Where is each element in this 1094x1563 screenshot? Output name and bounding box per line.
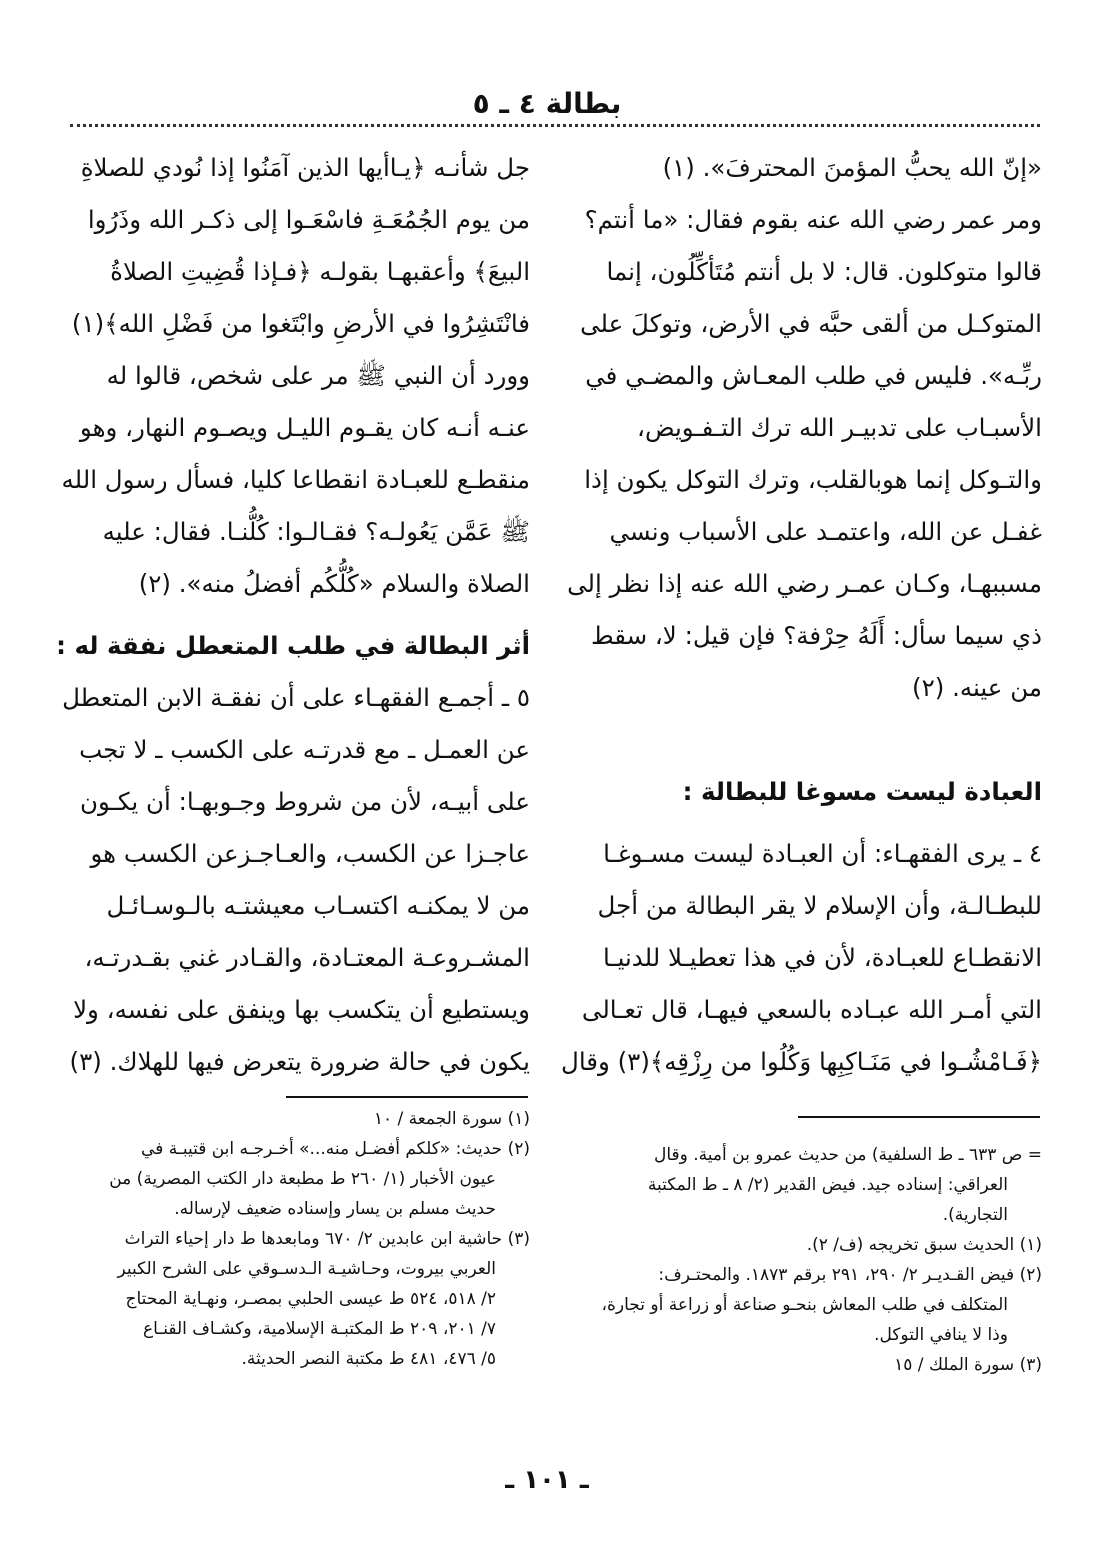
text-line: وورد أن النبي ﷺ مر على شخص، قالوا له (106, 361, 530, 390)
footnote-rule-left (286, 1096, 528, 1098)
footnotes-right (580, 1140, 1042, 1380)
text-line: من عينه. (٢) (912, 673, 1042, 702)
footnote-line: حديث مسلم بن يسار وإسناده ضعيف لإرساله. (174, 1199, 496, 1219)
footnote-line: (٣) حاشية ابن عابدين ٢/ ٦٧٠ ومابعدها ط دار إحياء التراث (124, 1229, 530, 1249)
section-heading-worship: العبادة ليست مسوغا للبطالة : (682, 777, 1042, 806)
text-line: البيعَ﴾ وأعقبهـا بقولـه ﴿فـإذا قُضِيتِ الصلاةُ (110, 257, 530, 286)
text-line: التي أمـر الله عبـاده بالسعي فيهـا، قال تعـالى (581, 995, 1042, 1024)
footnote-line: ٢/ ٥١٨، ٥٢٤ ط عيسى الحلبي بمصـر، ونهـاية المحتاج (125, 1289, 496, 1309)
footnote-line: المتكلف في طلب المعاش بنحـو صناعة أو زراعة أو تجارة، (601, 1295, 1008, 1315)
text-line: ٤ ـ يرى الفقهـاء: أن العبـادة ليست مسـوغـا (603, 839, 1042, 868)
text-line: على أبيـه، لأن من شروط وجـوبهـا: أن يكـون (80, 787, 530, 816)
footnote-line: (٣) سورة الملك / ١٥ (894, 1355, 1042, 1375)
left-text-column (56, 142, 530, 1088)
footnote-line: العربي بيروت، وحـاشيـة الـدسـوقي على الشرح الكبير (117, 1259, 496, 1279)
text-line: والتـوكل إنما هوبالقلب، وترك التوكل يكون إذا (584, 465, 1042, 494)
text-line: المتوكـل من ألقى حبَّه في الأرض، وتوكلَ على (580, 309, 1042, 338)
text-line: ومر عمر رضي الله عنه بقوم فقال: «ما أنتم؟ (584, 205, 1042, 234)
text-line: مسببهـا، وكـان عمـر رضي الله عنه إذا نظر إلى (567, 569, 1042, 598)
text-line: عنـه أنـه كان يقـوم الليـل ويصـوم النهار، وهو (79, 413, 530, 442)
footnote-line: (٢) حديث: «كلكم أفضـل منه...» أخـرجـه ابن قتيبـة في (141, 1139, 530, 1159)
right-paragraph-1 (567, 142, 1042, 714)
text-line: ﴿فَـامْشُـوا في مَنَـاكِبِها وَكُلُوا من رِزْقِه﴾(٣) وقال (561, 1047, 1042, 1076)
footnote-line: وذا لا ينافي التوكل. (874, 1325, 1008, 1345)
footnote-line: (١) سورة الجمعة / ١٠ (373, 1109, 530, 1129)
page-number: ـ ١٠١ ـ (505, 1465, 589, 1495)
footnote-line: عيون الأخبار (١/ ٢٦٠ ط مطبعة دار الكتب المصرية) من (109, 1169, 496, 1189)
text-line: من لا يمكنـه اكتسـاب معيشتـه بالـوسـائـل (106, 891, 530, 920)
paragraph-gap (580, 714, 1042, 766)
right-text-column (561, 142, 1042, 1088)
footnote-line: العراقي: إسناده جيد. فيض القدير (٢/ ٨ ـ ط المكتبة (647, 1175, 1008, 1195)
text-line: فانْتَشِرُوا في الأرضِ وابْتَغوا من فَضْلِ الله﴾(١) (71, 309, 530, 338)
text-line: قالوا متوكلون. قال: لا بل أنتم مُتَأكِّلُون، إنما (606, 257, 1042, 286)
right-paragraph-2 (561, 828, 1042, 1088)
text-line: المشـروعـة المعتـادة، والقـادر غني بقـدرتـه، (84, 943, 530, 972)
heading-gap (68, 610, 530, 620)
text-line: من يوم الجُمُعَـةِ فاسْعَـوا إلى ذكـر الله وذَرُوا (87, 205, 530, 234)
footnote-line: = ص ٦٣٣ ـ ط السلفية) من حديث عمرو بن أمية. وقال (653, 1145, 1042, 1165)
text-line: ﷺ عَمَّن يَعُولـه؟ فقـالـوا: كُلُّنـا. فقال: عليه (102, 517, 530, 546)
text-line: ٥ ـ أجمـع الفقهـاء على أن نفقـة الابن المتعطل (62, 683, 530, 712)
left-paragraph-2 (62, 672, 530, 1088)
text-line: غفـل عن الله، واعتمـد على الأسباب ونسي (609, 517, 1042, 546)
footnote-line: ٧/ ٢٠١، ٢٠٩ ط المكتبـة الإسلامية، وكشـاف القنـاع (142, 1319, 496, 1339)
page-header-title: بطالة ٤ ـ ٥ (472, 87, 622, 120)
footnote-rule-right (798, 1116, 1040, 1118)
text-line: ويستطيع أن يتكسب بها وينفق على نفسه، ولا (73, 995, 530, 1024)
footnote-line: التجارية). (942, 1205, 1008, 1225)
text-line: الصلاة والسلام «كُلُّكُم أفضلُ منه». (٢) (138, 569, 530, 598)
footnote-line: ٥/ ٤٧٦، ٤٨١ ط مكتبة النصر الحديثة. (241, 1349, 496, 1369)
text-line: للبطـالـة، وأن الإسلام لا يقر البطالة من أجل (597, 891, 1042, 920)
footnote-line: (٢) فيض القـديـر ٢/ ٢٩٠، ٢٩١ برقم ١٨٧٣. والمحتـرف: (658, 1265, 1042, 1285)
text-line: جل شأنـه ﴿يـاأيها الذين آمَنُوا إذا نُودي للصلاةِ (80, 153, 530, 182)
footnote-line: (١) الحديث سبق تخريجه (ف/ ٢). (806, 1235, 1042, 1255)
footnotes-left (68, 1104, 530, 1374)
text-line: ربِّـه». فليس في طلب المعـاش والمضـي في (585, 361, 1042, 390)
text-line: ذي سيما سأل: أَلَهُ حِرْفة؟ فإن قيل: لا، سقط (590, 621, 1042, 650)
text-line: يكون في حالة ضرورة يتعرض فيها للهلاك. (٣) (69, 1047, 530, 1076)
section-heading-alimony: أثر البطالة في طلب المتعطل نفقة له : (56, 631, 530, 660)
text-line: الأسبـاب على تدبيـر الله ترك التـفـويض، (637, 413, 1042, 442)
text-line: الانقطـاع للعبـادة، لأن في هذا تعطيـلا للدنيـا (602, 943, 1042, 972)
left-paragraph-1 (61, 142, 530, 610)
header-dotted-divider (70, 124, 1040, 127)
heading-gap (580, 818, 1042, 828)
text-line: «إنّ الله يحبُّ المؤمنَ المحترفَ». (١) (662, 153, 1042, 182)
text-line: عاجـزا عن الكسب، والعـاجـزعن الكسب هو (90, 839, 530, 868)
text-line: عن العمـل ـ مع قدرتـه على الكسب ـ لا تجب (79, 735, 530, 764)
text-line: منقطـع للعبـادة انقطاعا كليا، فسأل رسول الله (61, 465, 530, 494)
